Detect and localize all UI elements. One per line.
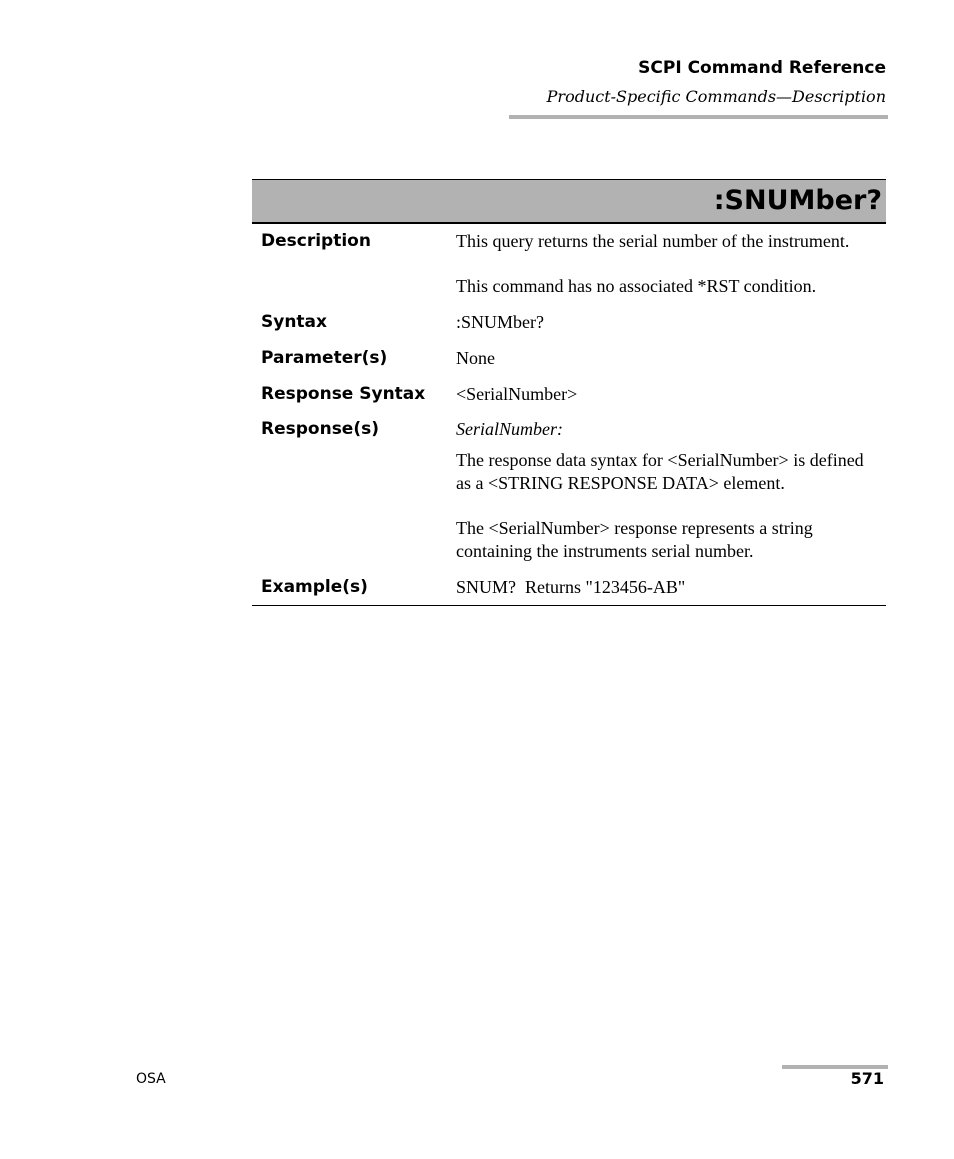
header-divider — [509, 115, 888, 119]
examples-value: SNUM? Returns "123456-AB" — [456, 577, 686, 597]
parameters-row — [252, 347, 886, 370]
parameters-value: None — [456, 348, 495, 368]
description-label: Description — [261, 231, 371, 251]
command-details — [252, 230, 886, 606]
responses-row — [252, 418, 886, 563]
description-para-1: This query returns the serial number of the instrument. — [456, 231, 850, 251]
response-syntax-label: Response Syntax — [261, 384, 426, 404]
response-para-1: The response data syntax for <SerialNumber> is defined as a <STRING RESPONSE DATA> element. — [456, 450, 864, 493]
response-syntax-row — [252, 383, 886, 406]
syntax-label: Syntax — [261, 312, 327, 332]
header-title: SCPI Command Reference — [638, 58, 886, 78]
examples-row — [252, 576, 886, 599]
description-content — [456, 230, 878, 298]
response-name: SerialNumber: — [456, 419, 563, 439]
response-para-2: The <SerialNumber> response represents a string containing the instruments serial number. — [456, 518, 813, 561]
page-number: 571 — [850, 1069, 884, 1088]
parameters-label: Parameter(s) — [261, 348, 388, 368]
responses-content — [456, 418, 878, 563]
command-reference-table — [252, 179, 886, 606]
responses-label: Response(s) — [261, 419, 379, 439]
command-title-bar — [252, 179, 886, 224]
header-subtitle: Product-Specific Commands—Description — [546, 87, 886, 106]
footer-product: OSA — [136, 1071, 166, 1087]
description-para-2: This command has no associated *RST condition. — [456, 276, 817, 296]
command-name: :SNUMber? — [713, 185, 882, 216]
examples-label: Example(s) — [261, 577, 368, 597]
response-syntax-value: <SerialNumber> — [456, 384, 578, 404]
syntax-row — [252, 311, 886, 334]
syntax-value: :SNUMber? — [456, 312, 544, 332]
description-row — [252, 230, 886, 298]
